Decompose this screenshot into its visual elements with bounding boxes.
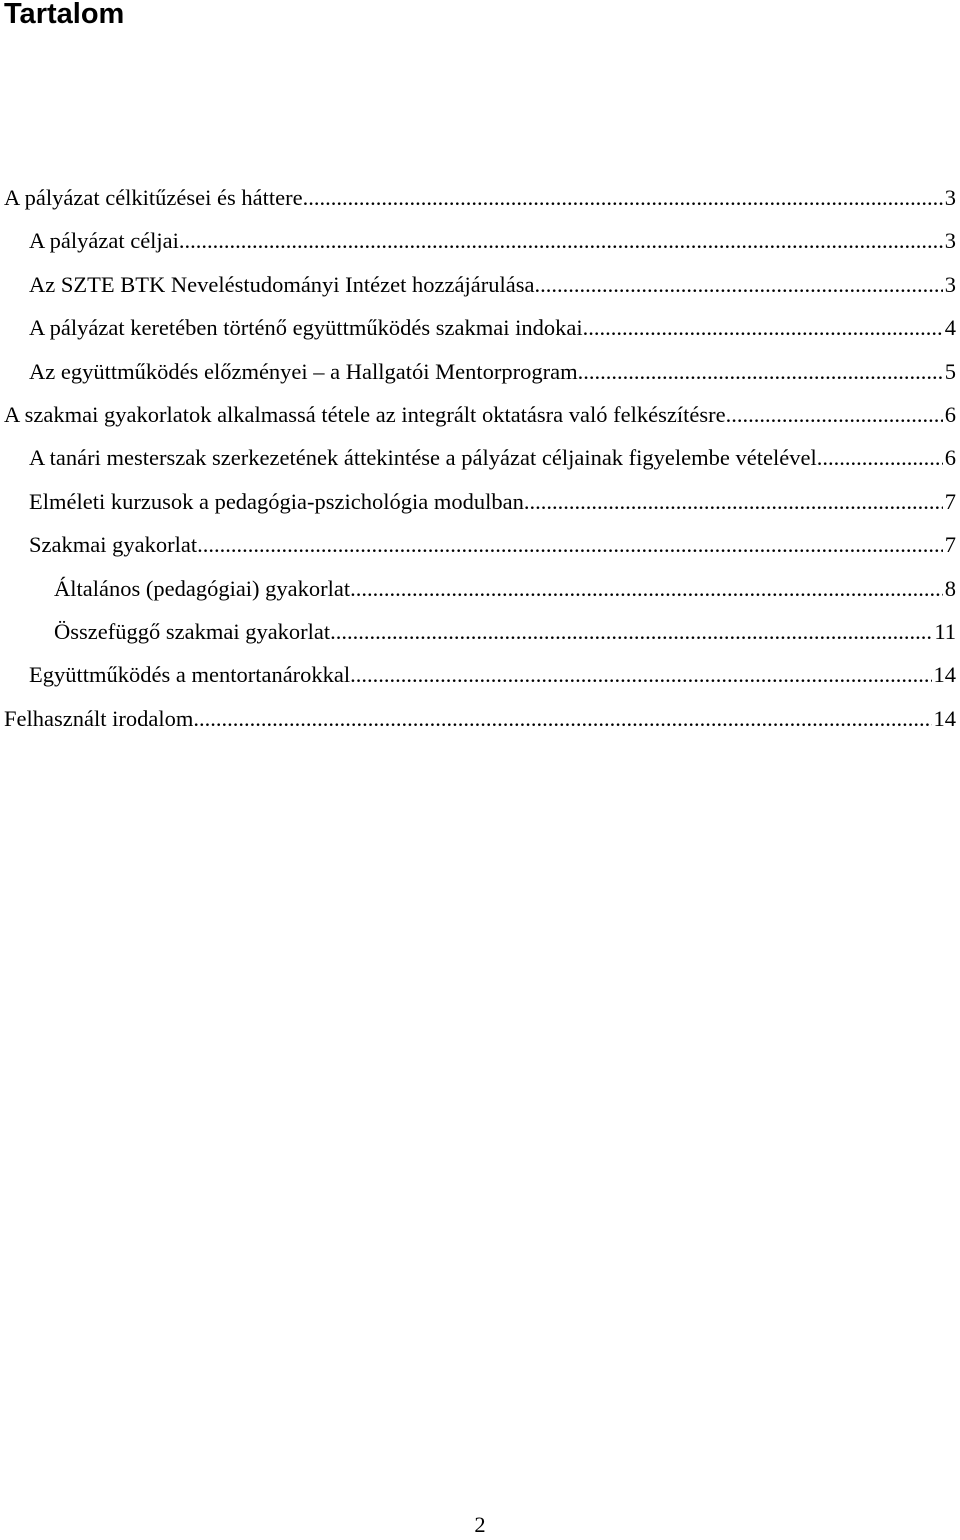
toc-dot-leader <box>350 653 931 696</box>
toc-page-number: 14 <box>932 697 960 740</box>
toc-entry-label: Az együttműködés előzményei – a Hallgatói Mentorprogram <box>29 350 578 393</box>
toc-page-number: 6 <box>943 436 960 479</box>
toc-page-number: 3 <box>943 263 960 306</box>
toc-entry-label: A pályázat keretében történő együttműködés szakmai indokai <box>29 306 583 349</box>
toc-entry[interactable] <box>29 263 960 306</box>
toc-entry[interactable] <box>54 567 960 610</box>
toc-entry-label: Szakmai gyakorlat <box>29 523 197 566</box>
toc-entry[interactable] <box>54 610 960 653</box>
toc-entry[interactable] <box>29 436 960 479</box>
toc-dot-leader <box>534 263 942 306</box>
table-of-contents <box>0 176 960 740</box>
toc-page-number: 4 <box>943 306 960 349</box>
toc-dot-leader <box>193 697 931 740</box>
toc-entry[interactable] <box>4 176 960 219</box>
toc-dot-leader <box>817 436 943 479</box>
toc-entry[interactable] <box>29 653 960 696</box>
toc-dot-leader <box>524 480 943 523</box>
toc-entry[interactable] <box>29 306 960 349</box>
toc-entry-label: A pályázat céljai <box>29 219 179 262</box>
toc-page-number: 3 <box>943 219 960 262</box>
toc-page-number: 7 <box>943 480 960 523</box>
toc-entry-label: Az SZTE BTK Neveléstudományi Intézet hozzájárulása <box>29 263 534 306</box>
toc-entry[interactable] <box>4 393 960 436</box>
toc-entry[interactable] <box>29 350 960 393</box>
toc-entry[interactable] <box>4 697 960 740</box>
toc-dot-leader <box>197 523 943 566</box>
toc-entry[interactable] <box>29 523 960 566</box>
toc-entry-label: Együttműködés a mentortanárokkal <box>29 653 350 696</box>
toc-entry-label: Általános (pedagógiai) gyakorlat <box>54 567 350 610</box>
toc-dot-leader <box>578 350 943 393</box>
toc-page-number: 5 <box>943 350 960 393</box>
toc-entry[interactable] <box>29 219 960 262</box>
toc-entry-label: Összefüggő szakmai gyakorlat <box>54 610 330 653</box>
toc-entry-label: A szakmai gyakorlatok alkalmassá tétele az integrált oktatásra való felkészítésre <box>4 393 726 436</box>
toc-entry[interactable] <box>29 480 960 523</box>
toc-page-number: 14 <box>932 653 960 696</box>
toc-dot-leader <box>179 219 943 262</box>
toc-dot-leader <box>350 567 943 610</box>
toc-dot-leader <box>330 610 932 653</box>
page-title: Tartalom <box>4 0 124 36</box>
toc-entry-label: Felhasznált irodalom <box>4 697 193 740</box>
toc-page-number: 6 <box>943 393 960 436</box>
toc-page-number: 11 <box>932 610 960 653</box>
toc-dot-leader <box>303 176 943 219</box>
toc-dot-leader <box>726 393 943 436</box>
toc-entry-label: A tanári mesterszak szerkezetének áttekintése a pályázat céljainak figyelembe vételével <box>29 436 817 479</box>
toc-page-number: 3 <box>943 176 960 219</box>
toc-page-number: 7 <box>943 523 960 566</box>
toc-dot-leader <box>583 306 943 349</box>
toc-entry-label: A pályázat célkitűzései és háttere <box>4 176 303 219</box>
page-number: 2 <box>0 1510 960 1540</box>
toc-page-number: 8 <box>943 567 960 610</box>
toc-entry-label: Elméleti kurzusok a pedagógia-pszichológia modulban <box>29 480 524 523</box>
